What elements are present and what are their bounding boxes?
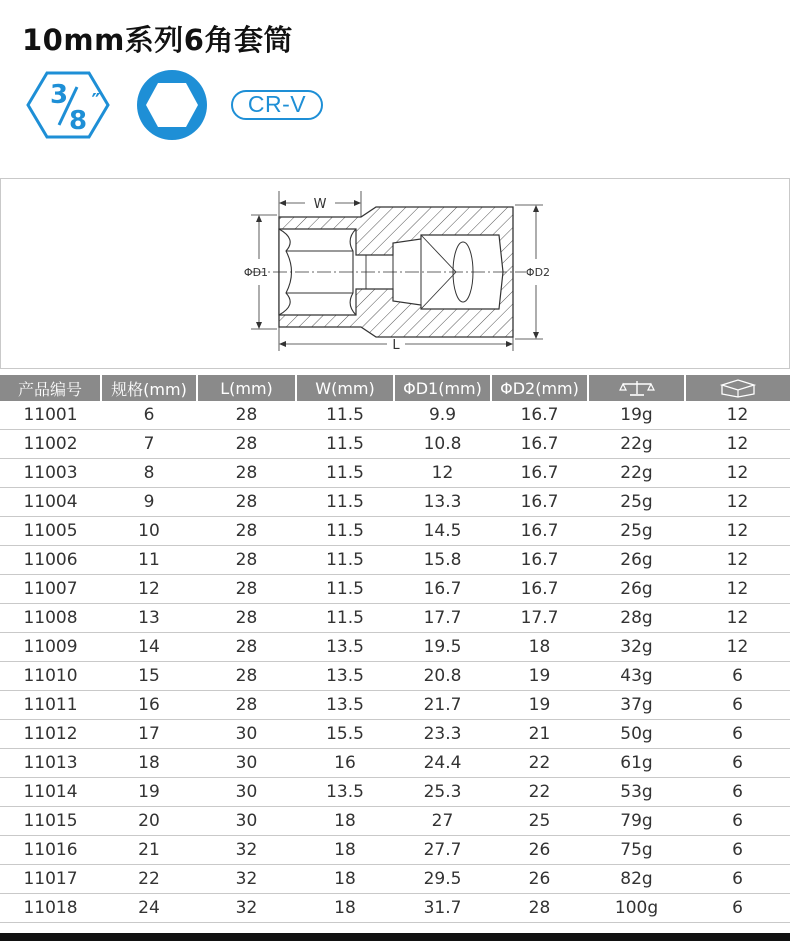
cell-weight: 25g bbox=[588, 488, 685, 517]
cell-d2: 26 bbox=[491, 836, 588, 865]
cell-length: 30 bbox=[197, 807, 296, 836]
six-point-hex-icon bbox=[134, 67, 210, 143]
table-row bbox=[0, 865, 790, 894]
cell-d1: 27.7 bbox=[394, 836, 491, 865]
cell-weight: 79g bbox=[588, 807, 685, 836]
cell-product-code: 11006 bbox=[0, 546, 101, 575]
cell-quantity: 12 bbox=[685, 633, 790, 662]
cell-quantity: 6 bbox=[685, 778, 790, 807]
table-row bbox=[0, 778, 790, 807]
cell-width: 16 bbox=[296, 749, 394, 778]
cell-quantity: 12 bbox=[685, 459, 790, 488]
cell-product-code: 11014 bbox=[0, 778, 101, 807]
cell-length: 28 bbox=[197, 517, 296, 546]
header-spec: 规格(mm) bbox=[101, 375, 197, 401]
table-row bbox=[0, 401, 790, 430]
cell-product-code: 11012 bbox=[0, 720, 101, 749]
cell-length: 28 bbox=[197, 488, 296, 517]
cell-spec: 7 bbox=[101, 430, 197, 459]
cell-weight: 100g bbox=[588, 894, 685, 923]
cell-weight: 82g bbox=[588, 865, 685, 894]
box-icon bbox=[716, 378, 760, 398]
cell-weight: 37g bbox=[588, 691, 685, 720]
cell-quantity: 12 bbox=[685, 517, 790, 546]
table-row bbox=[0, 575, 790, 604]
cell-width: 13.5 bbox=[296, 691, 394, 720]
material-badge bbox=[231, 90, 323, 120]
technical-drawing-panel bbox=[0, 178, 790, 369]
cell-product-code: 11007 bbox=[0, 575, 101, 604]
spec-table-body bbox=[0, 401, 790, 923]
cell-spec: 20 bbox=[101, 807, 197, 836]
cell-weight: 50g bbox=[588, 720, 685, 749]
cell-product-code: 11015 bbox=[0, 807, 101, 836]
cell-product-code: 11004 bbox=[0, 488, 101, 517]
cell-spec: 9 bbox=[101, 488, 197, 517]
cell-quantity: 6 bbox=[685, 749, 790, 778]
cell-width: 13.5 bbox=[296, 662, 394, 691]
cell-d2: 16.7 bbox=[491, 401, 588, 430]
cell-product-code: 11016 bbox=[0, 836, 101, 865]
cell-quantity: 6 bbox=[685, 691, 790, 720]
socket-cross-section-drawing bbox=[1, 179, 789, 368]
cell-quantity: 6 bbox=[685, 836, 790, 865]
cell-spec: 8 bbox=[101, 459, 197, 488]
cell-width: 11.5 bbox=[296, 459, 394, 488]
cell-d1: 23.3 bbox=[394, 720, 491, 749]
cell-spec: 12 bbox=[101, 575, 197, 604]
table-row bbox=[0, 894, 790, 923]
header-weight bbox=[588, 375, 685, 401]
drive-denominator: 8 bbox=[68, 106, 88, 136]
cell-d2: 22 bbox=[491, 749, 588, 778]
cell-product-code: 11009 bbox=[0, 633, 101, 662]
bottom-bar bbox=[0, 933, 790, 941]
cell-width: 13.5 bbox=[296, 633, 394, 662]
cell-width: 18 bbox=[296, 894, 394, 923]
cell-length: 28 bbox=[197, 546, 296, 575]
cell-d2: 17.7 bbox=[491, 604, 588, 633]
header-d1: ΦD1(mm) bbox=[394, 375, 491, 401]
cell-product-code: 11003 bbox=[0, 459, 101, 488]
cell-product-code: 11017 bbox=[0, 865, 101, 894]
table-row bbox=[0, 488, 790, 517]
cell-d1: 13.3 bbox=[394, 488, 491, 517]
cell-d2: 16.7 bbox=[491, 517, 588, 546]
table-row bbox=[0, 691, 790, 720]
dimension-label-d1: ΦD1 bbox=[243, 266, 269, 279]
cell-d1: 16.7 bbox=[394, 575, 491, 604]
cell-weight: 43g bbox=[588, 662, 685, 691]
cell-d2: 21 bbox=[491, 720, 588, 749]
cell-product-code: 11002 bbox=[0, 430, 101, 459]
header-length: L(mm) bbox=[197, 375, 296, 401]
drive-size-hex-badge-icon bbox=[26, 70, 110, 140]
cell-width: 18 bbox=[296, 807, 394, 836]
cell-d1: 19.5 bbox=[394, 633, 491, 662]
cell-product-code: 11001 bbox=[0, 401, 101, 430]
cell-spec: 15 bbox=[101, 662, 197, 691]
cell-weight: 28g bbox=[588, 604, 685, 633]
cell-weight: 19g bbox=[588, 401, 685, 430]
cell-d1: 21.7 bbox=[394, 691, 491, 720]
cell-d1: 12 bbox=[394, 459, 491, 488]
cell-weight: 22g bbox=[588, 430, 685, 459]
table-row bbox=[0, 459, 790, 488]
cell-length: 32 bbox=[197, 865, 296, 894]
cell-d2: 16.7 bbox=[491, 575, 588, 604]
cell-quantity: 6 bbox=[685, 720, 790, 749]
cell-d2: 18 bbox=[491, 633, 588, 662]
cell-length: 32 bbox=[197, 836, 296, 865]
cell-length: 28 bbox=[197, 430, 296, 459]
material-label: CR-V bbox=[247, 91, 307, 117]
cell-spec: 16 bbox=[101, 691, 197, 720]
cell-d2: 22 bbox=[491, 778, 588, 807]
cell-d2: 25 bbox=[491, 807, 588, 836]
cell-width: 11.5 bbox=[296, 604, 394, 633]
dimension-label-d2: ΦD2 bbox=[525, 266, 551, 279]
table-row bbox=[0, 430, 790, 459]
cell-d1: 9.9 bbox=[394, 401, 491, 430]
cell-d2: 19 bbox=[491, 662, 588, 691]
cell-spec: 13 bbox=[101, 604, 197, 633]
cell-product-code: 11005 bbox=[0, 517, 101, 546]
header-product-code: 产品编号 bbox=[0, 375, 101, 401]
cell-d2: 19 bbox=[491, 691, 588, 720]
cell-d1: 15.8 bbox=[394, 546, 491, 575]
cell-width: 18 bbox=[296, 865, 394, 894]
cell-spec: 6 bbox=[101, 401, 197, 430]
cell-quantity: 6 bbox=[685, 894, 790, 923]
cell-width: 11.5 bbox=[296, 401, 394, 430]
cell-length: 28 bbox=[197, 691, 296, 720]
table-row bbox=[0, 807, 790, 836]
cell-quantity: 12 bbox=[685, 604, 790, 633]
cell-spec: 11 bbox=[101, 546, 197, 575]
cell-weight: 25g bbox=[588, 517, 685, 546]
inch-mark: ″ bbox=[91, 89, 101, 113]
cell-product-code: 11018 bbox=[0, 894, 101, 923]
weight-icon bbox=[617, 378, 657, 398]
cell-weight: 61g bbox=[588, 749, 685, 778]
cell-width: 11.5 bbox=[296, 546, 394, 575]
cell-weight: 32g bbox=[588, 633, 685, 662]
cell-width: 13.5 bbox=[296, 778, 394, 807]
cell-length: 32 bbox=[197, 894, 296, 923]
cell-d1: 25.3 bbox=[394, 778, 491, 807]
header-d2: ΦD2(mm) bbox=[491, 375, 588, 401]
cell-quantity: 12 bbox=[685, 546, 790, 575]
cell-width: 11.5 bbox=[296, 430, 394, 459]
cell-d2: 16.7 bbox=[491, 430, 588, 459]
cell-quantity: 6 bbox=[685, 662, 790, 691]
cell-length: 28 bbox=[197, 662, 296, 691]
cell-weight: 26g bbox=[588, 575, 685, 604]
cell-length: 30 bbox=[197, 720, 296, 749]
cell-length: 30 bbox=[197, 749, 296, 778]
cell-spec: 19 bbox=[101, 778, 197, 807]
cell-product-code: 11010 bbox=[0, 662, 101, 691]
table-row bbox=[0, 749, 790, 778]
cell-d1: 31.7 bbox=[394, 894, 491, 923]
cell-weight: 75g bbox=[588, 836, 685, 865]
cell-weight: 26g bbox=[588, 546, 685, 575]
cell-d1: 20.8 bbox=[394, 662, 491, 691]
cell-d1: 24.4 bbox=[394, 749, 491, 778]
cell-d2: 16.7 bbox=[491, 488, 588, 517]
dimension-label-l: L bbox=[392, 338, 400, 353]
table-row bbox=[0, 836, 790, 865]
cell-length: 28 bbox=[197, 575, 296, 604]
cell-d2: 26 bbox=[491, 865, 588, 894]
cell-product-code: 11011 bbox=[0, 691, 101, 720]
drive-numerator: 3 bbox=[49, 80, 69, 110]
cell-width: 11.5 bbox=[296, 488, 394, 517]
cell-length: 30 bbox=[197, 778, 296, 807]
cell-d1: 17.7 bbox=[394, 604, 491, 633]
spec-table bbox=[0, 375, 790, 923]
cell-d2: 28 bbox=[491, 894, 588, 923]
cell-product-code: 11013 bbox=[0, 749, 101, 778]
cell-d2: 16.7 bbox=[491, 546, 588, 575]
cell-spec: 14 bbox=[101, 633, 197, 662]
cell-weight: 53g bbox=[588, 778, 685, 807]
cell-length: 28 bbox=[197, 633, 296, 662]
table-row bbox=[0, 604, 790, 633]
cell-quantity: 6 bbox=[685, 865, 790, 894]
cell-quantity: 12 bbox=[685, 401, 790, 430]
table-row bbox=[0, 633, 790, 662]
cell-spec: 24 bbox=[101, 894, 197, 923]
cell-width: 11.5 bbox=[296, 517, 394, 546]
cell-weight: 22g bbox=[588, 459, 685, 488]
cell-spec: 18 bbox=[101, 749, 197, 778]
dimension-label-w: W bbox=[313, 197, 327, 212]
cell-spec: 10 bbox=[101, 517, 197, 546]
cell-width: 15.5 bbox=[296, 720, 394, 749]
cell-d1: 29.5 bbox=[394, 865, 491, 894]
table-row bbox=[0, 517, 790, 546]
cell-d1: 14.5 bbox=[394, 517, 491, 546]
table-row bbox=[0, 662, 790, 691]
cell-product-code: 11008 bbox=[0, 604, 101, 633]
cell-spec: 21 bbox=[101, 836, 197, 865]
cell-quantity: 12 bbox=[685, 575, 790, 604]
cell-quantity: 12 bbox=[685, 430, 790, 459]
cell-length: 28 bbox=[197, 459, 296, 488]
header-width: W(mm) bbox=[296, 375, 394, 401]
header-quantity bbox=[685, 375, 790, 401]
page-title: 10mm系列6角套筒 bbox=[22, 23, 293, 57]
cell-d1: 27 bbox=[394, 807, 491, 836]
cell-d2: 16.7 bbox=[491, 459, 588, 488]
cell-length: 28 bbox=[197, 401, 296, 430]
cell-spec: 22 bbox=[101, 865, 197, 894]
cell-width: 11.5 bbox=[296, 575, 394, 604]
cell-d1: 10.8 bbox=[394, 430, 491, 459]
table-row bbox=[0, 720, 790, 749]
cell-width: 18 bbox=[296, 836, 394, 865]
cell-length: 28 bbox=[197, 604, 296, 633]
cell-quantity: 12 bbox=[685, 488, 790, 517]
cell-quantity: 6 bbox=[685, 807, 790, 836]
table-header-row bbox=[0, 375, 790, 401]
cell-spec: 17 bbox=[101, 720, 197, 749]
table-row bbox=[0, 546, 790, 575]
